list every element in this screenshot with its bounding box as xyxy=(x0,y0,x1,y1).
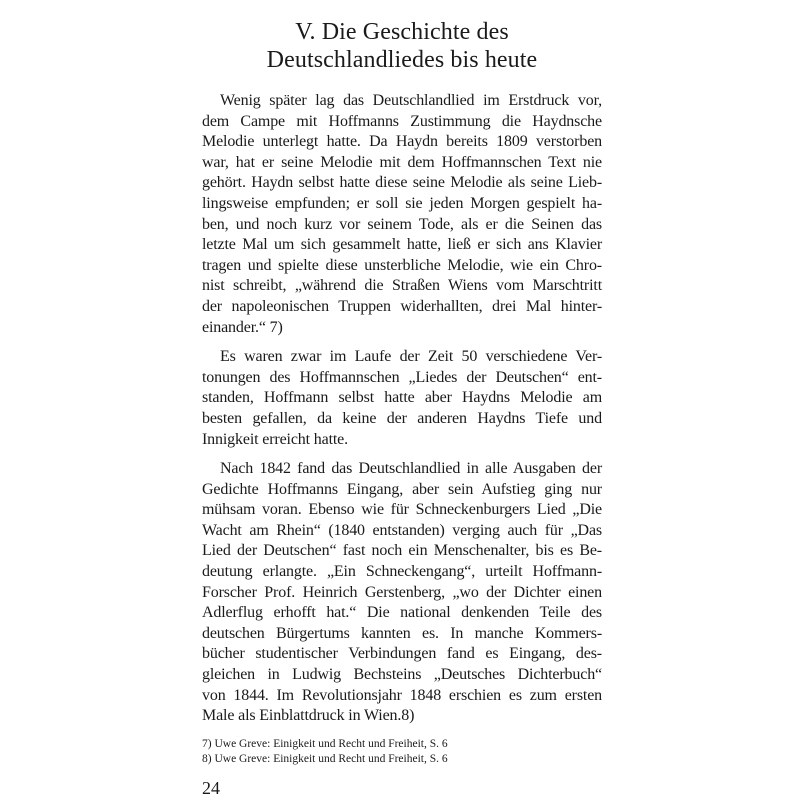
chapter-title-line-2: Deutschlandliedes bis heute xyxy=(266,47,538,73)
text-line: Forscher Prof. Heinrich Gerstenberg, „wo der Dichter einen xyxy=(202,583,602,601)
text-line: deutung erlangte. „Ein Schneckengang“, urteilt Hoffmann- xyxy=(202,563,602,581)
text-line: bücher studentischer Verbindungen fand es Eingang, des- xyxy=(202,645,602,663)
text-line: war, hat er seine Melodie mit dem Hoffmannschen Text nie xyxy=(202,153,602,171)
paragraph-vertonungen xyxy=(202,347,602,450)
footnote-8: 8) Uwe Greve: Einigkeit und Recht und Freiheit, S. 6 xyxy=(202,752,448,765)
text-line: tonungen des Hoffmannschen „Liedes der Deutschen“ ent- xyxy=(202,368,602,386)
footnote-7: 7) Uwe Greve: Einigkeit und Recht und Freiheit, S. 6 xyxy=(202,737,448,750)
text-line: dem Campe mit Hoffmanns Zustimmung die Haydnsche xyxy=(202,112,602,130)
footnotes xyxy=(202,737,602,767)
text-line: Adlerflug erhofft hat.“ Die national denkenden Teile des xyxy=(202,604,602,622)
text-line: einander.“ 7) xyxy=(202,318,283,336)
text-line: deutschen Bürgertums kannten es. In manche Kommers- xyxy=(202,624,602,642)
text-line: letzte Mal um sich gesammelt hatte, ließ er sich ans Klavier xyxy=(202,236,602,254)
paragraph-after-1842 xyxy=(202,459,602,727)
text-line: Melodie unterlegt hatte. Da Haydn bereits 1809 verstorben xyxy=(202,133,602,151)
text-line: lingsweise empfunden; er soll sie jeden Morgen gespielt ha- xyxy=(202,194,602,212)
page-number: 24 xyxy=(202,777,220,798)
text-line: Wacht am Rhein“ (1840 entstanden) verging auch für „Das xyxy=(202,521,602,539)
chapter-title xyxy=(202,18,602,74)
book-page xyxy=(202,18,602,798)
text-line: ben, und noch kurz vor seinem Tode, als er die Seinen das xyxy=(202,215,602,233)
text-line: Wenig später lag das Deutschlandlied im Erstdruck vor, xyxy=(220,92,602,109)
chapter-title-line-1: V. Die Geschichte des xyxy=(295,19,509,45)
paragraph-haydn-melody xyxy=(202,91,602,338)
text-line: von 1844. Im Revolutionsjahr 1848 erschien es zum ersten xyxy=(202,686,602,704)
text-line: Es waren zwar im Laufe der Zeit 50 verschiedene Ver- xyxy=(220,348,602,366)
text-line: der napoleonischen Truppen widerhallten, drei Mal hinter- xyxy=(202,297,602,315)
text-line: Male als Einblattdruck in Wien.8) xyxy=(202,707,415,725)
text-line: mühsam voran. Ebenso wie für Schneckenburgers Lied „Die xyxy=(202,501,602,519)
text-line: Gedichte Hoffmanns Eingang, aber sein Aufstieg ging nur xyxy=(202,480,602,498)
text-line: tragen und spielte diese unsterbliche Melodie, wie ein Chro- xyxy=(202,256,602,274)
text-line: nist schreibt, „während die Straßen Wiens vom Marschtritt xyxy=(202,277,602,295)
text-line: besten gefallen, da keine der anderen Haydns Tiefe und xyxy=(202,409,602,427)
text-line: gleichen in Ludwig Bechsteins „Deutsches Dichterbuch“ xyxy=(202,666,602,684)
text-line: gehört. Haydn selbst hatte diese seine Melodie als seine Lieb- xyxy=(202,174,602,192)
text-line: standen, Hoffmann selbst hatte aber Haydns Melodie am xyxy=(202,389,602,407)
text-line: Lied der Deutschen“ fast noch ein Menschenalter, bis es Be- xyxy=(202,542,602,560)
text-line: Nach 1842 fand das Deutschlandlied in alle Ausgaben der xyxy=(220,460,602,478)
text-line: Innigkeit erreicht hatte. xyxy=(202,430,348,448)
